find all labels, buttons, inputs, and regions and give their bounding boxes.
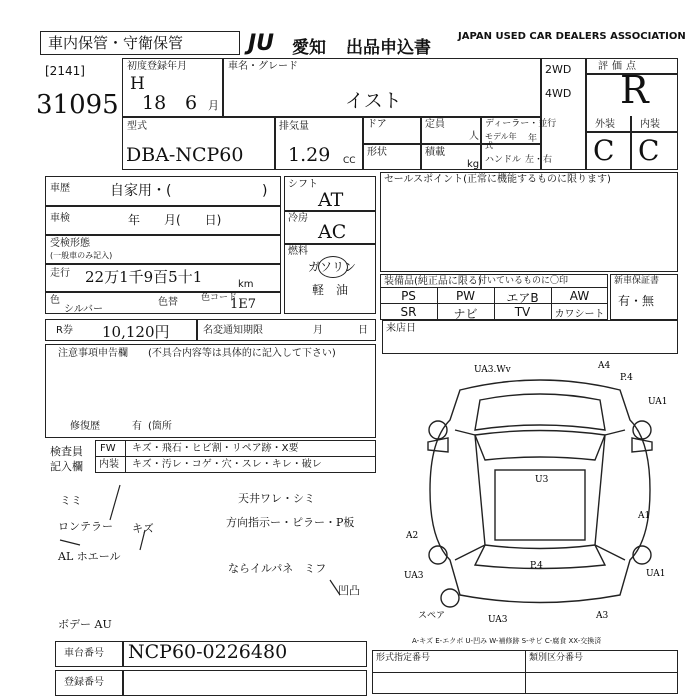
sales-point-label: セールスポイント(正常に機能するものに限ります) bbox=[384, 174, 611, 185]
color-value: シルバー bbox=[64, 304, 104, 315]
dealer-label: ディーラー・並行 bbox=[485, 119, 557, 129]
mileage-value: 22万1千9百5十1 bbox=[85, 268, 203, 286]
car-type-value: 自家用・( bbox=[110, 183, 172, 199]
repair-label: 修復歴 bbox=[70, 421, 100, 432]
visit-box bbox=[382, 320, 678, 354]
diagram-label-2: A4 bbox=[598, 361, 611, 371]
notice-day: 日 bbox=[358, 325, 368, 336]
chassis-label: 車台番号 bbox=[64, 648, 104, 659]
aircon-value: AC bbox=[318, 221, 347, 243]
registration-label: 初度登録年月 bbox=[127, 61, 187, 72]
coupon-label: R券 bbox=[56, 325, 73, 336]
mileage-label: 走行 bbox=[50, 268, 70, 279]
drive-2wd: 2WD bbox=[545, 63, 572, 76]
doors-label: ドア bbox=[367, 119, 387, 130]
note-5: キズ bbox=[132, 522, 154, 535]
inspection-value: 年 月( 日) bbox=[128, 213, 222, 227]
capacity-unit: 人 bbox=[469, 131, 479, 142]
car-name-label: 車名・グレード bbox=[228, 61, 298, 72]
coupon-value: 10,120円 bbox=[102, 323, 170, 341]
load-unit: kg bbox=[467, 159, 480, 170]
history-label: 受検形態 bbox=[50, 238, 90, 249]
lot-code: [2141] bbox=[45, 64, 85, 78]
diagram-label-5: U3 bbox=[535, 475, 549, 485]
remarks-sub: (不具合内容等は具体的に記入して下さい) bbox=[148, 348, 336, 359]
inspector-label: 検査員 bbox=[50, 445, 83, 458]
score-label: 評価点 bbox=[598, 61, 640, 72]
shape-label: 形状 bbox=[367, 147, 387, 158]
equipment-note: 付いているものに〇印 bbox=[478, 276, 569, 286]
association-name: JAPAN USED CAR DEALERS ASSOCIATION bbox=[458, 31, 686, 42]
registration-year: 18 bbox=[142, 92, 167, 114]
damage-legend: A-キズ E-エクボ U-凹み W-補修跡 S-サビ C-腐食 XX-交換済 bbox=[412, 637, 602, 645]
diagram-label-1: UA3.Wv bbox=[474, 365, 511, 375]
equip-ps: PS bbox=[401, 289, 416, 303]
chassis-value: NCP60-0226480 bbox=[128, 641, 288, 663]
exterior-label: 外装 bbox=[595, 119, 615, 130]
displacement-unit: CC bbox=[343, 156, 356, 166]
equip-pw: PW bbox=[455, 289, 476, 303]
note-3: AL ホエール bbox=[58, 550, 121, 563]
note-2: ロンテラー bbox=[58, 520, 113, 533]
reg-label: 登録番号 bbox=[64, 677, 104, 688]
diagram-label-6: A2 bbox=[406, 531, 419, 541]
load-label: 積載 bbox=[425, 147, 445, 158]
equip-navi: ナビ bbox=[453, 307, 478, 321]
interior-row-label: 内装 bbox=[99, 459, 119, 470]
displacement-value: 1.29 bbox=[288, 144, 331, 166]
org-name: 愛知 bbox=[292, 38, 326, 58]
notice-month: 月 bbox=[313, 325, 323, 336]
approval-label-2: 類別区分番号 bbox=[529, 653, 584, 663]
note-8: ならイルパネ ミフ bbox=[228, 562, 327, 575]
color-label: 色 bbox=[50, 295, 60, 306]
score-value: R bbox=[620, 68, 649, 112]
diagram-label-7: UA3 bbox=[404, 571, 424, 581]
model-year-label: モデル年式 bbox=[485, 132, 517, 150]
exterior-score: C bbox=[593, 134, 615, 167]
shift-value: AT bbox=[318, 189, 344, 211]
equipment-label: 装備品(純正品に限る) bbox=[384, 276, 482, 287]
fuel-circle bbox=[318, 256, 348, 278]
note-6: 天井ワレ・シミ bbox=[238, 492, 315, 505]
history-sub: (一般車のみ記入) bbox=[50, 251, 113, 260]
note-4: ボデー AU bbox=[58, 618, 112, 631]
repair-place: (箇所 bbox=[148, 421, 172, 432]
handle-value: 左・右 bbox=[525, 155, 553, 165]
mileage-unit: km bbox=[238, 279, 254, 290]
model-type-value: DBA-NCP60 bbox=[126, 144, 244, 166]
registration-month: 6 bbox=[185, 92, 198, 114]
lot-number: 31095 bbox=[36, 90, 119, 120]
fw-label: FW bbox=[100, 443, 116, 454]
registration-month-unit: 月 bbox=[208, 99, 219, 112]
ju-logo: JU bbox=[248, 31, 275, 56]
color-code-label: 色コード bbox=[201, 293, 238, 303]
approval-label: 形式指定番号 bbox=[376, 653, 431, 663]
equip-leather: カワシート bbox=[554, 309, 605, 320]
handle-label: ハンドル bbox=[485, 155, 522, 165]
fuel-diesel: 軽 油 bbox=[312, 283, 349, 297]
shift-label: シフト bbox=[288, 179, 318, 190]
car-type-close: ) bbox=[262, 183, 268, 199]
note-strokes bbox=[40, 470, 380, 640]
warranty-value: 有・無 bbox=[618, 294, 655, 308]
interior-label: 内装 bbox=[640, 119, 660, 130]
diagram-label-4: UA1 bbox=[648, 397, 668, 407]
diagram-label-11: スペア bbox=[418, 611, 446, 621]
form-title: 出品申込書 bbox=[346, 38, 431, 58]
car-diagram bbox=[400, 360, 680, 625]
equip-tv: TV bbox=[514, 305, 531, 319]
model-year-unit: 年 bbox=[528, 134, 538, 144]
notice-label: 名変通知期限 bbox=[203, 325, 263, 336]
capacity-label: 定員 bbox=[425, 119, 445, 130]
diagram-label-9: P.4 bbox=[530, 561, 543, 571]
note-7: 方向指示ー・ピラー・P板 bbox=[226, 516, 355, 529]
diagram-label-13: A3 bbox=[596, 611, 609, 621]
diagram-label-3: P.4 bbox=[620, 373, 633, 383]
repair-value: 有 bbox=[132, 421, 142, 432]
diagram-label-10: UA1 bbox=[646, 569, 666, 579]
note-9: 凹凸 bbox=[338, 584, 360, 597]
drive-4wd: 4WD bbox=[545, 87, 572, 100]
car-type-label: 車歴 bbox=[50, 183, 70, 194]
remarks-label: 注意事項申告欄 bbox=[58, 348, 128, 359]
fw-items: キズ・飛石・ヒビ割・リペア跡・X要 bbox=[132, 443, 299, 454]
visit-label: 来店日 bbox=[386, 323, 416, 334]
fuel-gasoline: ガソリン bbox=[308, 260, 357, 274]
sales-point-box bbox=[380, 172, 678, 272]
inspector-label2: 記入欄 bbox=[50, 460, 83, 473]
displacement-label: 排気量 bbox=[279, 121, 309, 132]
diagram-label-12: UA3 bbox=[488, 615, 508, 625]
warranty-label: 新車保証書 bbox=[614, 276, 660, 286]
model-type-label: 型式 bbox=[127, 121, 147, 132]
interior-score: C bbox=[638, 134, 660, 167]
equip-sr: SR bbox=[400, 305, 417, 319]
registration-era: H bbox=[130, 74, 145, 94]
aircon-label: 冷房 bbox=[288, 213, 308, 224]
equip-airbag: エアB bbox=[506, 291, 539, 305]
interior-items: キズ・汚レ・コゲ・穴・スレ・キレ・破レ bbox=[132, 459, 322, 470]
storage-stamp: 車内保管・守衛保管 bbox=[48, 34, 184, 52]
color-code-value: 1E7 bbox=[230, 297, 257, 312]
note-1: ミミ bbox=[60, 494, 82, 507]
car-name-value: イスト bbox=[345, 90, 402, 112]
diagram-label-8: A1 bbox=[638, 511, 651, 521]
fuel-label: 燃料 bbox=[288, 246, 308, 257]
color-change-label: 色替 bbox=[158, 297, 178, 308]
equip-aw: AW bbox=[569, 289, 590, 303]
inspection-label: 車検 bbox=[50, 213, 70, 224]
